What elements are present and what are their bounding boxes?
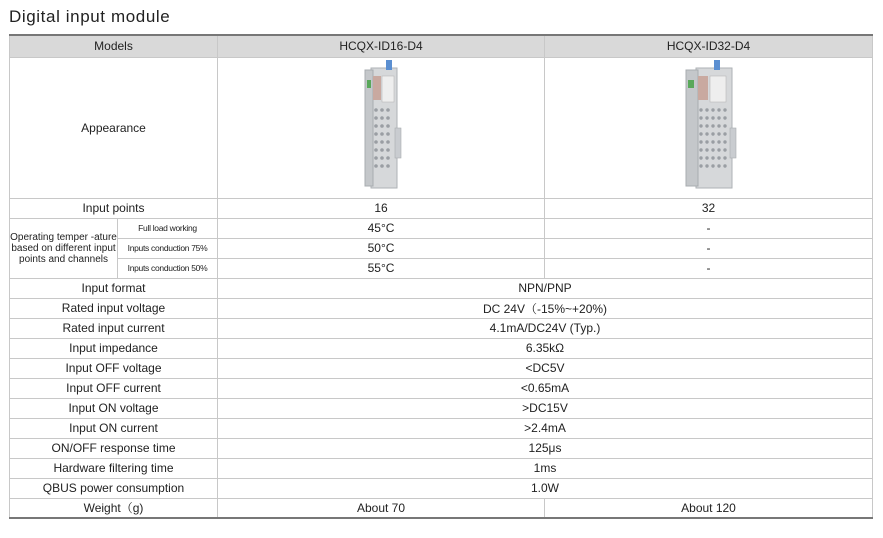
row-value: 125μs bbox=[218, 438, 873, 458]
row-value: 6.35kΩ bbox=[218, 338, 873, 358]
row-value: NPN/PNP bbox=[218, 278, 873, 298]
row-value: 1ms bbox=[218, 458, 873, 478]
row-value: <DC5V bbox=[218, 358, 873, 378]
row-rated-input-voltage bbox=[10, 298, 873, 318]
row-label: Input ON current bbox=[10, 418, 218, 438]
row-input-format bbox=[10, 278, 873, 298]
row-label: ON/OFF response time bbox=[10, 438, 218, 458]
optemp-condition: Inputs conduction 75% bbox=[118, 238, 218, 258]
row-label: QBUS power consumption bbox=[10, 478, 218, 498]
row-label: Input points bbox=[10, 198, 218, 218]
row-value-b: - bbox=[545, 258, 873, 278]
product-image-a bbox=[218, 57, 545, 198]
row-value-b: - bbox=[545, 238, 873, 258]
row-label: Input impedance bbox=[10, 338, 218, 358]
row-label: Weight（g) bbox=[10, 498, 218, 518]
row-label: Hardware filtering time bbox=[10, 458, 218, 478]
row-value-a: 16 bbox=[218, 198, 545, 218]
row-value: <0.65mA bbox=[218, 378, 873, 398]
header-model-a: HCQX-ID16-D4 bbox=[218, 35, 545, 57]
row-response-time bbox=[10, 438, 873, 458]
row-input-off-current bbox=[10, 378, 873, 398]
row-value: DC 24V（-15%~+20%) bbox=[218, 298, 873, 318]
row-value-a: 50°C bbox=[218, 238, 545, 258]
row-value-a: About 70 bbox=[218, 498, 545, 518]
module-image-16 bbox=[351, 58, 411, 198]
row-value: 1.0W bbox=[218, 478, 873, 498]
row-label: Input OFF current bbox=[10, 378, 218, 398]
optemp-condition: Inputs conduction 50% bbox=[118, 258, 218, 278]
row-value-b: 32 bbox=[545, 198, 873, 218]
row-rated-input-current bbox=[10, 318, 873, 338]
product-image-b bbox=[545, 57, 873, 198]
row-filtering-time bbox=[10, 458, 873, 478]
row-qbus-power bbox=[10, 478, 873, 498]
row-optemp-75 bbox=[10, 238, 873, 258]
optemp-label: Operating temper -ature based on different input points and channels bbox=[10, 218, 118, 278]
row-value-a: 55°C bbox=[218, 258, 545, 278]
row-label: Input OFF voltage bbox=[10, 358, 218, 378]
appearance-label: Appearance bbox=[10, 57, 218, 198]
row-input-on-voltage bbox=[10, 398, 873, 418]
row-value-b: About 120 bbox=[545, 498, 873, 518]
spec-table bbox=[9, 34, 873, 519]
row-input-impedance bbox=[10, 338, 873, 358]
optemp-condition: Full load working bbox=[118, 218, 218, 238]
row-input-off-voltage bbox=[10, 358, 873, 378]
row-input-points bbox=[10, 198, 873, 218]
row-label: Rated input current bbox=[10, 318, 218, 338]
header-models: Models bbox=[10, 35, 218, 57]
row-optemp-full bbox=[10, 218, 873, 238]
page-title: Digital input module bbox=[9, 7, 171, 26]
row-label: Input format bbox=[10, 278, 218, 298]
row-input-on-current bbox=[10, 418, 873, 438]
row-value-b: - bbox=[545, 218, 873, 238]
appearance-row bbox=[10, 57, 873, 198]
row-value-a: 45°C bbox=[218, 218, 545, 238]
header-model-b: HCQX-ID32-D4 bbox=[545, 35, 873, 57]
row-label: Rated input voltage bbox=[10, 298, 218, 318]
row-value: 4.1mA/DC24V (Typ.) bbox=[218, 318, 873, 338]
row-weight bbox=[10, 498, 873, 518]
module-image-32 bbox=[674, 58, 744, 198]
header-row bbox=[10, 35, 873, 57]
row-label: Input ON voltage bbox=[10, 398, 218, 418]
row-value: >DC15V bbox=[218, 398, 873, 418]
row-value: >2.4mA bbox=[218, 418, 873, 438]
row-optemp-50 bbox=[10, 258, 873, 278]
